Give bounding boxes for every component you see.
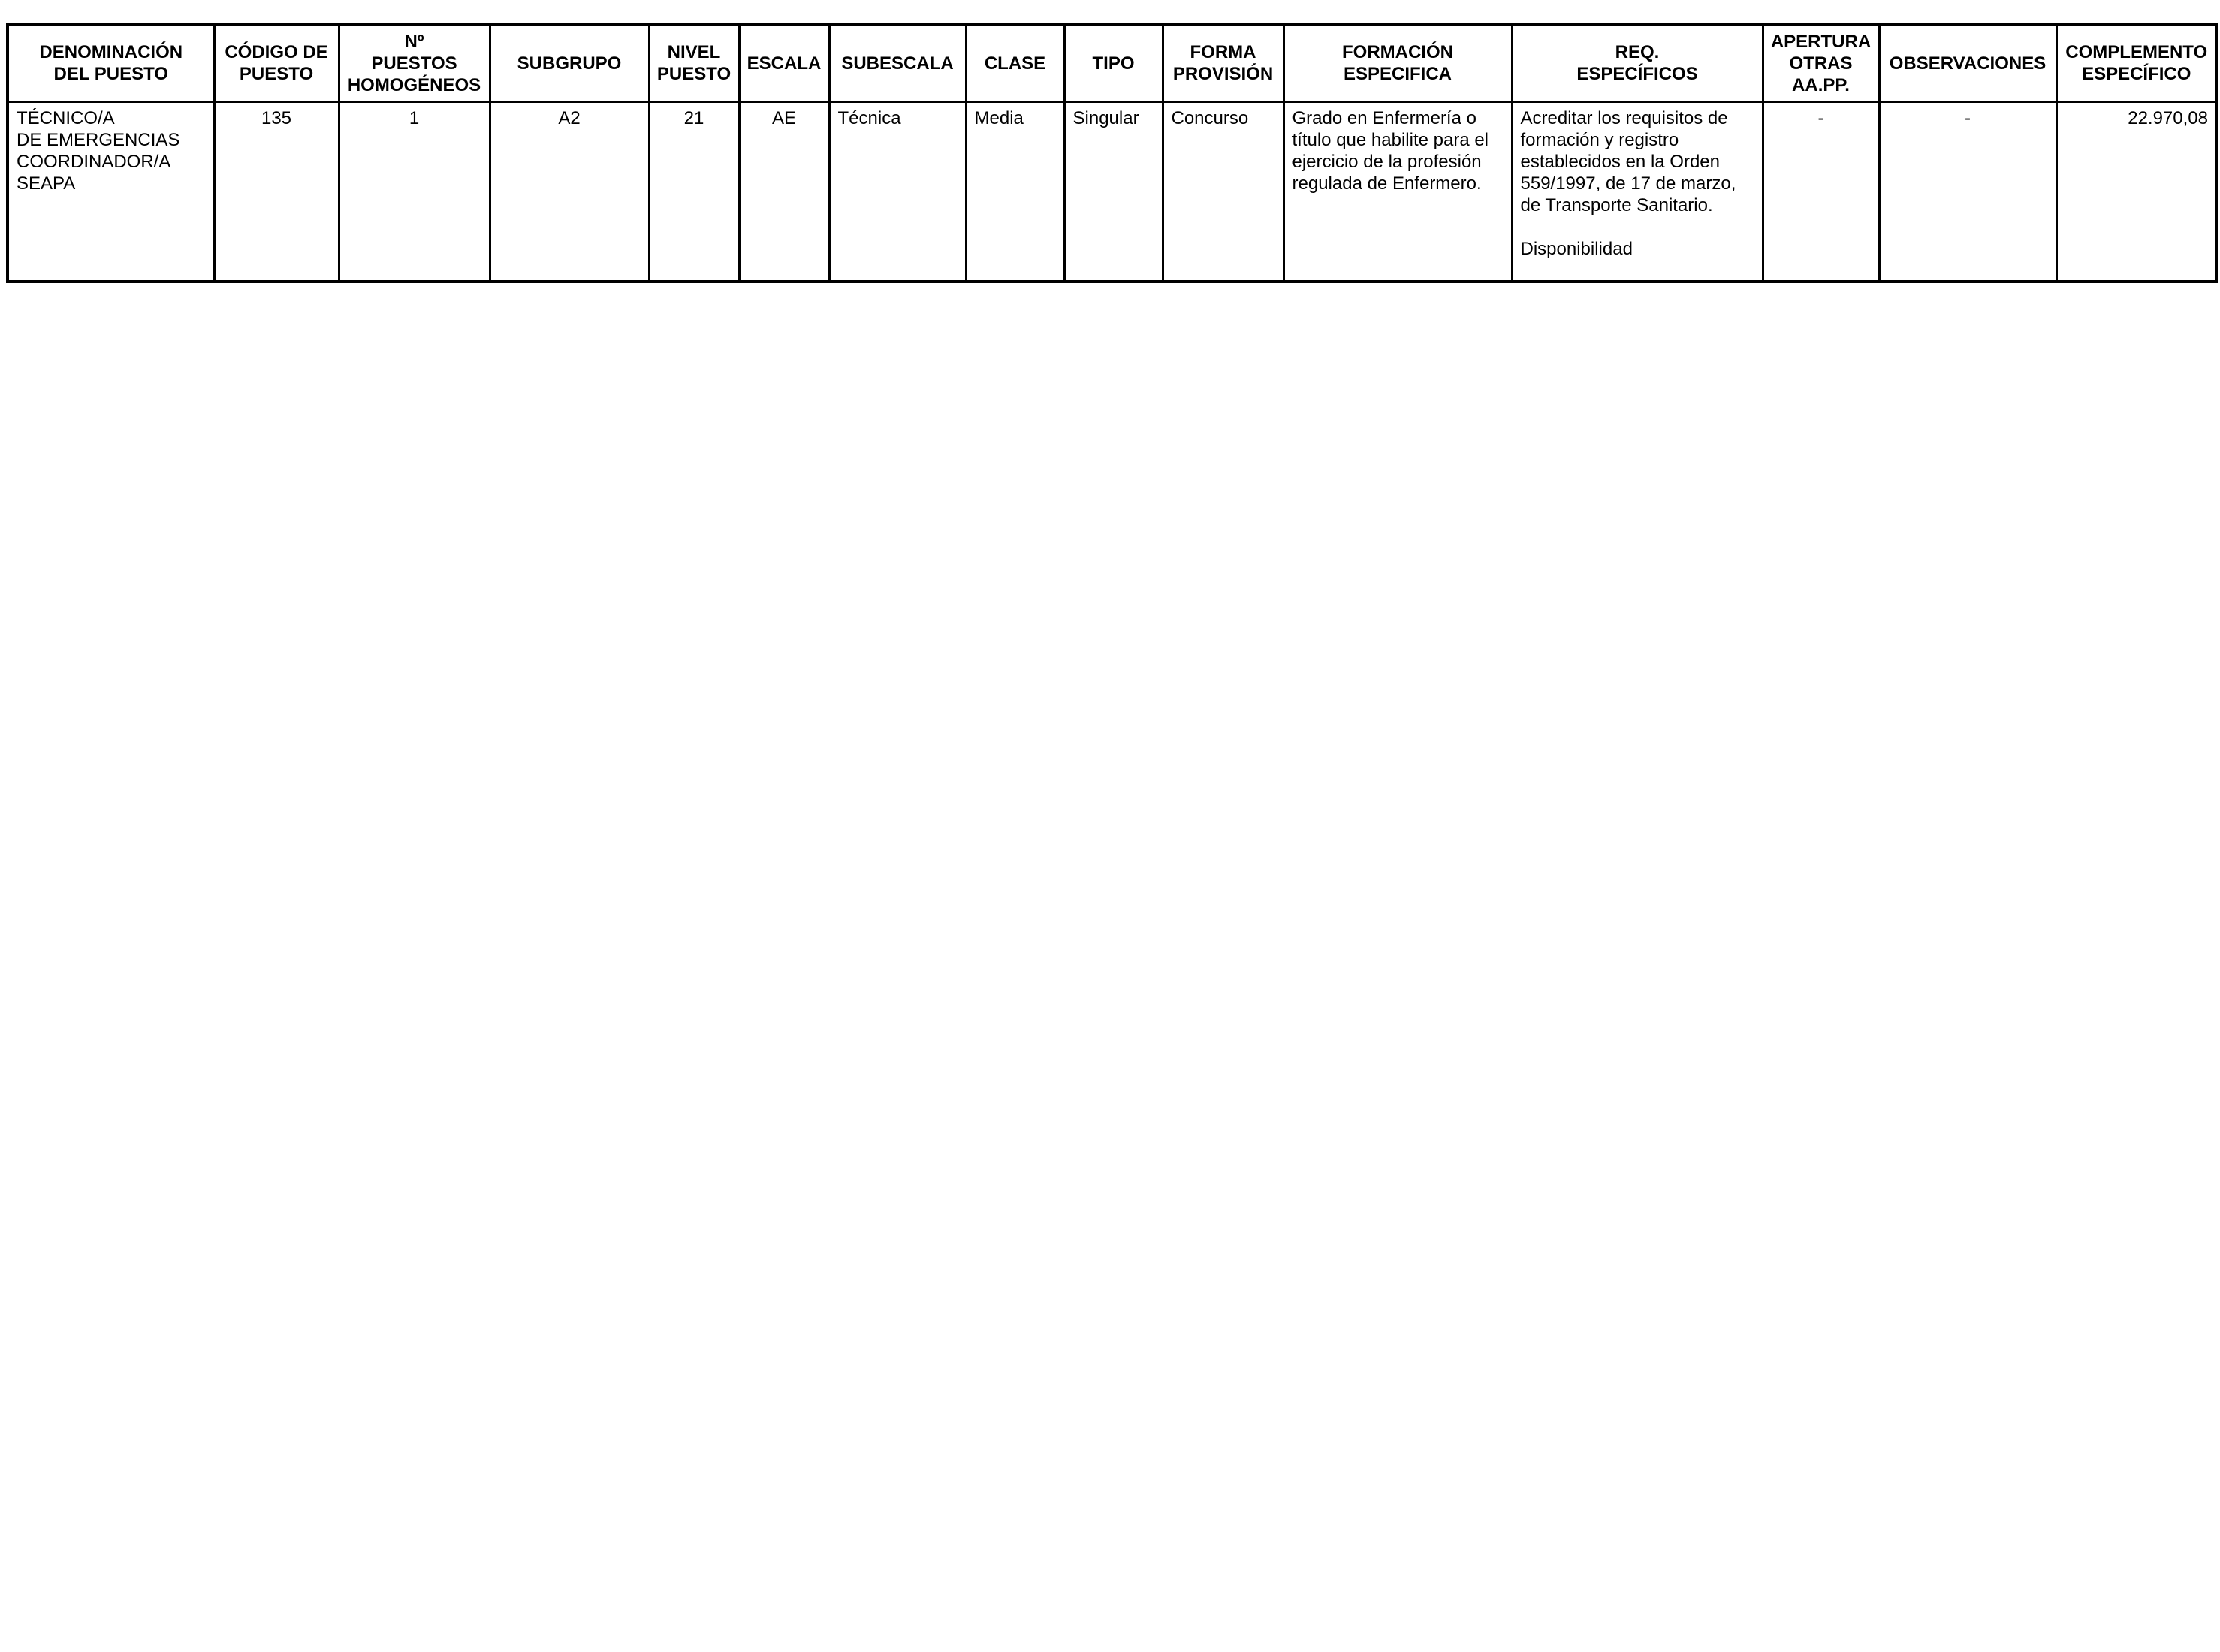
col-header-clase: CLASE xyxy=(966,24,1064,102)
col-header-complemento: COMPLEMENTO ESPECÍFICO xyxy=(2056,24,2217,102)
col-header-denominacion: DENOMINACIÓN DEL PUESTO xyxy=(8,24,214,102)
col-header-forma-provision: FORMA PROVISIÓN xyxy=(1163,24,1283,102)
col-header-requisitos: REQ. ESPECÍFICOS xyxy=(1512,24,1763,102)
header-row xyxy=(8,24,2217,102)
cell-formacion: Grado en Enfermería o título que habilite para el ejercicio de la profesión regulada de Enfermero. xyxy=(1283,102,1512,282)
cell-apertura: - xyxy=(1763,102,1879,282)
cell-denominacion: TÉCNICO/A DE EMERGENCIAS COORDINADOR/A SEAPA xyxy=(8,102,214,282)
col-header-subescala: SUBESCALA xyxy=(829,24,966,102)
cell-complemento: 22.970,08 xyxy=(2056,102,2217,282)
cell-num-puestos: 1 xyxy=(339,102,490,282)
cell-clase: Media xyxy=(966,102,1064,282)
job-position-table xyxy=(6,23,2218,283)
cell-forma-provision: Concurso xyxy=(1163,102,1283,282)
table-row xyxy=(8,102,2217,282)
cell-subgrupo: A2 xyxy=(490,102,649,282)
cell-subescala: Técnica xyxy=(829,102,966,282)
cell-codigo: 135 xyxy=(214,102,339,282)
job-position-table-wrapper xyxy=(6,23,2215,283)
col-header-apertura: APERTURA OTRAS AA.PP. xyxy=(1763,24,1879,102)
col-header-formacion: FORMACIÓN ESPECIFICA xyxy=(1283,24,1512,102)
cell-nivel: 21 xyxy=(649,102,739,282)
cell-requisitos: Acreditar los requisitos de formación y registro establecidos en la Orden 559/1997, de 17 de marzo, de Transporte Sanitario. Disponibilidad xyxy=(1512,102,1763,282)
col-header-observaciones: OBSERVACIONES xyxy=(1879,24,2056,102)
col-header-nivel: NIVEL PUESTO xyxy=(649,24,739,102)
cell-observaciones: - xyxy=(1879,102,2056,282)
col-header-num-puestos: Nº PUESTOS HOMOGÉNEOS xyxy=(339,24,490,102)
col-header-codigo: CÓDIGO DE PUESTO xyxy=(214,24,339,102)
cell-tipo: Singular xyxy=(1064,102,1163,282)
cell-escala: AE xyxy=(739,102,829,282)
col-header-tipo: TIPO xyxy=(1064,24,1163,102)
col-header-subgrupo: SUBGRUPO xyxy=(490,24,649,102)
col-header-escala: ESCALA xyxy=(739,24,829,102)
